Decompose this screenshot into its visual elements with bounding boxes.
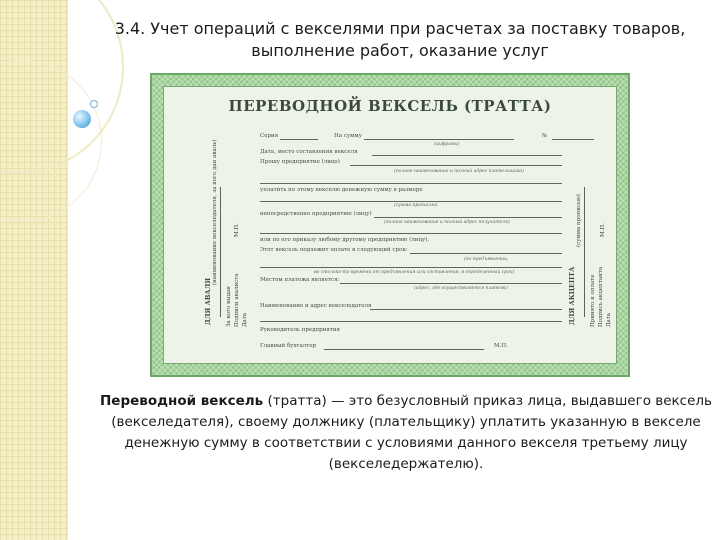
bill-pay-line: [260, 201, 562, 202]
bill-order-label: или по его приказу любому другому предприятию (лицу).: [260, 237, 430, 243]
decorative-bubble: [73, 110, 91, 128]
bill-due-line: [410, 253, 562, 254]
bill-accept-sum: (сумма прописью): [576, 194, 582, 247]
bill-accountant-line: [324, 349, 484, 350]
bill-ask-label: Прошу предприятие (лицо): [260, 159, 340, 165]
bill-series-label: Серия: [260, 133, 279, 139]
bill-date-place-line: [372, 155, 562, 156]
bill-inner-panel: [163, 86, 617, 364]
bill-place-label: Местом платежа является:: [260, 277, 340, 283]
bill-drawee-hint: (полное наименование и полный адрес плательщика): [394, 169, 524, 174]
bill-terms-hint: во столько-то времени от предъявления или составления, в определенный срок): [314, 270, 515, 275]
bill-aval-title: ДЛЯ АВАЛЯ: [204, 277, 212, 325]
definition-term: Переводной вексель: [100, 393, 264, 409]
bill-address-hint: (адрес, где осуществляется платеж): [414, 286, 508, 291]
bill-accept-sign: Подпись акцептанта: [598, 266, 604, 327]
bill-terms-line: [260, 267, 562, 268]
bill-accept-agree: Принято к оплате: [590, 274, 596, 327]
definition-caption: [100, 391, 712, 475]
bill-payee-hint: (полное наименование и полный адрес получателя): [384, 220, 510, 225]
bill-accept-title: ДЛЯ АКЦЕПТА: [568, 266, 576, 325]
slide-title-line2: выполнение работ, оказание услуг: [251, 41, 549, 60]
bill-drawee-line: [260, 183, 562, 184]
decorative-bubble-small: [90, 100, 98, 108]
bill-directly-label: непосредственно предприятию (лицу): [260, 211, 372, 217]
bill-amount-line: [364, 139, 514, 140]
bill-due-hint: (по предъявлении,: [464, 257, 509, 262]
slide-title: [100, 18, 700, 62]
bill-payee-line: [260, 233, 562, 234]
bill-of-exchange-image: [150, 73, 630, 377]
bill-drawer-line: [370, 309, 562, 310]
bill-seal-label: М.П.: [494, 343, 508, 349]
bill-aval-date: Дата: [242, 312, 248, 327]
bill-head-label: Руководитель предприятия: [260, 327, 341, 333]
bill-aval-for: (наименование векселедателя, за кого дан аваль): [212, 139, 218, 285]
bill-date-place-label: Дата, место составления векселя: [260, 149, 358, 155]
bill-accept-line1: [584, 187, 585, 317]
bill-place-line: [340, 283, 562, 284]
bill-drawer-label: Наименование и адрес векселедателя: [260, 303, 372, 309]
bill-number-label: №: [542, 133, 548, 139]
bill-words-hint: (сумма прописью): [394, 203, 438, 208]
bill-aval-line1: [220, 187, 221, 317]
bill-aval-sign: Подписи авалиста: [234, 273, 240, 327]
bill-ask-line: [350, 165, 562, 166]
bill-aval-seal: М.П.: [234, 223, 240, 237]
bill-number-line: [552, 139, 594, 140]
definition-text: (тратта) — это безусловный приказ лица, выдавшего вексель (векселедателя), своему должнику (плательщику) уплатить указанную в векселе денежную сумму в соответствии с условиями данного векселя третьему лицу (векселедержателю).: [111, 393, 712, 472]
bill-pay-label: уплатить по этому векселю денежную сумму в размере: [260, 187, 423, 193]
bill-due-label: Этот вексель подлежит оплате в следующий срок:: [260, 247, 408, 253]
bill-aval-paid: За кого выдан: [226, 286, 232, 327]
bill-accept-date: Дата: [606, 312, 612, 327]
slide-title-line1: 3.4. Учет операций с векселями при расчетах за поставку товаров,: [114, 19, 686, 38]
bill-digits-hint: (цифрами): [434, 142, 460, 147]
bill-accountant-label: Главный бухгалтер: [260, 343, 317, 349]
bill-directly-line: [374, 217, 562, 218]
bill-drawer-line2: [260, 321, 562, 322]
bill-title: ПЕРЕВОДНОЙ ВЕКСЕЛЬ (ТРАТТА): [228, 97, 552, 115]
bill-amount-label: На сумму: [334, 133, 362, 139]
bill-accept-seal: М.П.: [600, 223, 606, 237]
bill-series-line: [280, 139, 318, 140]
